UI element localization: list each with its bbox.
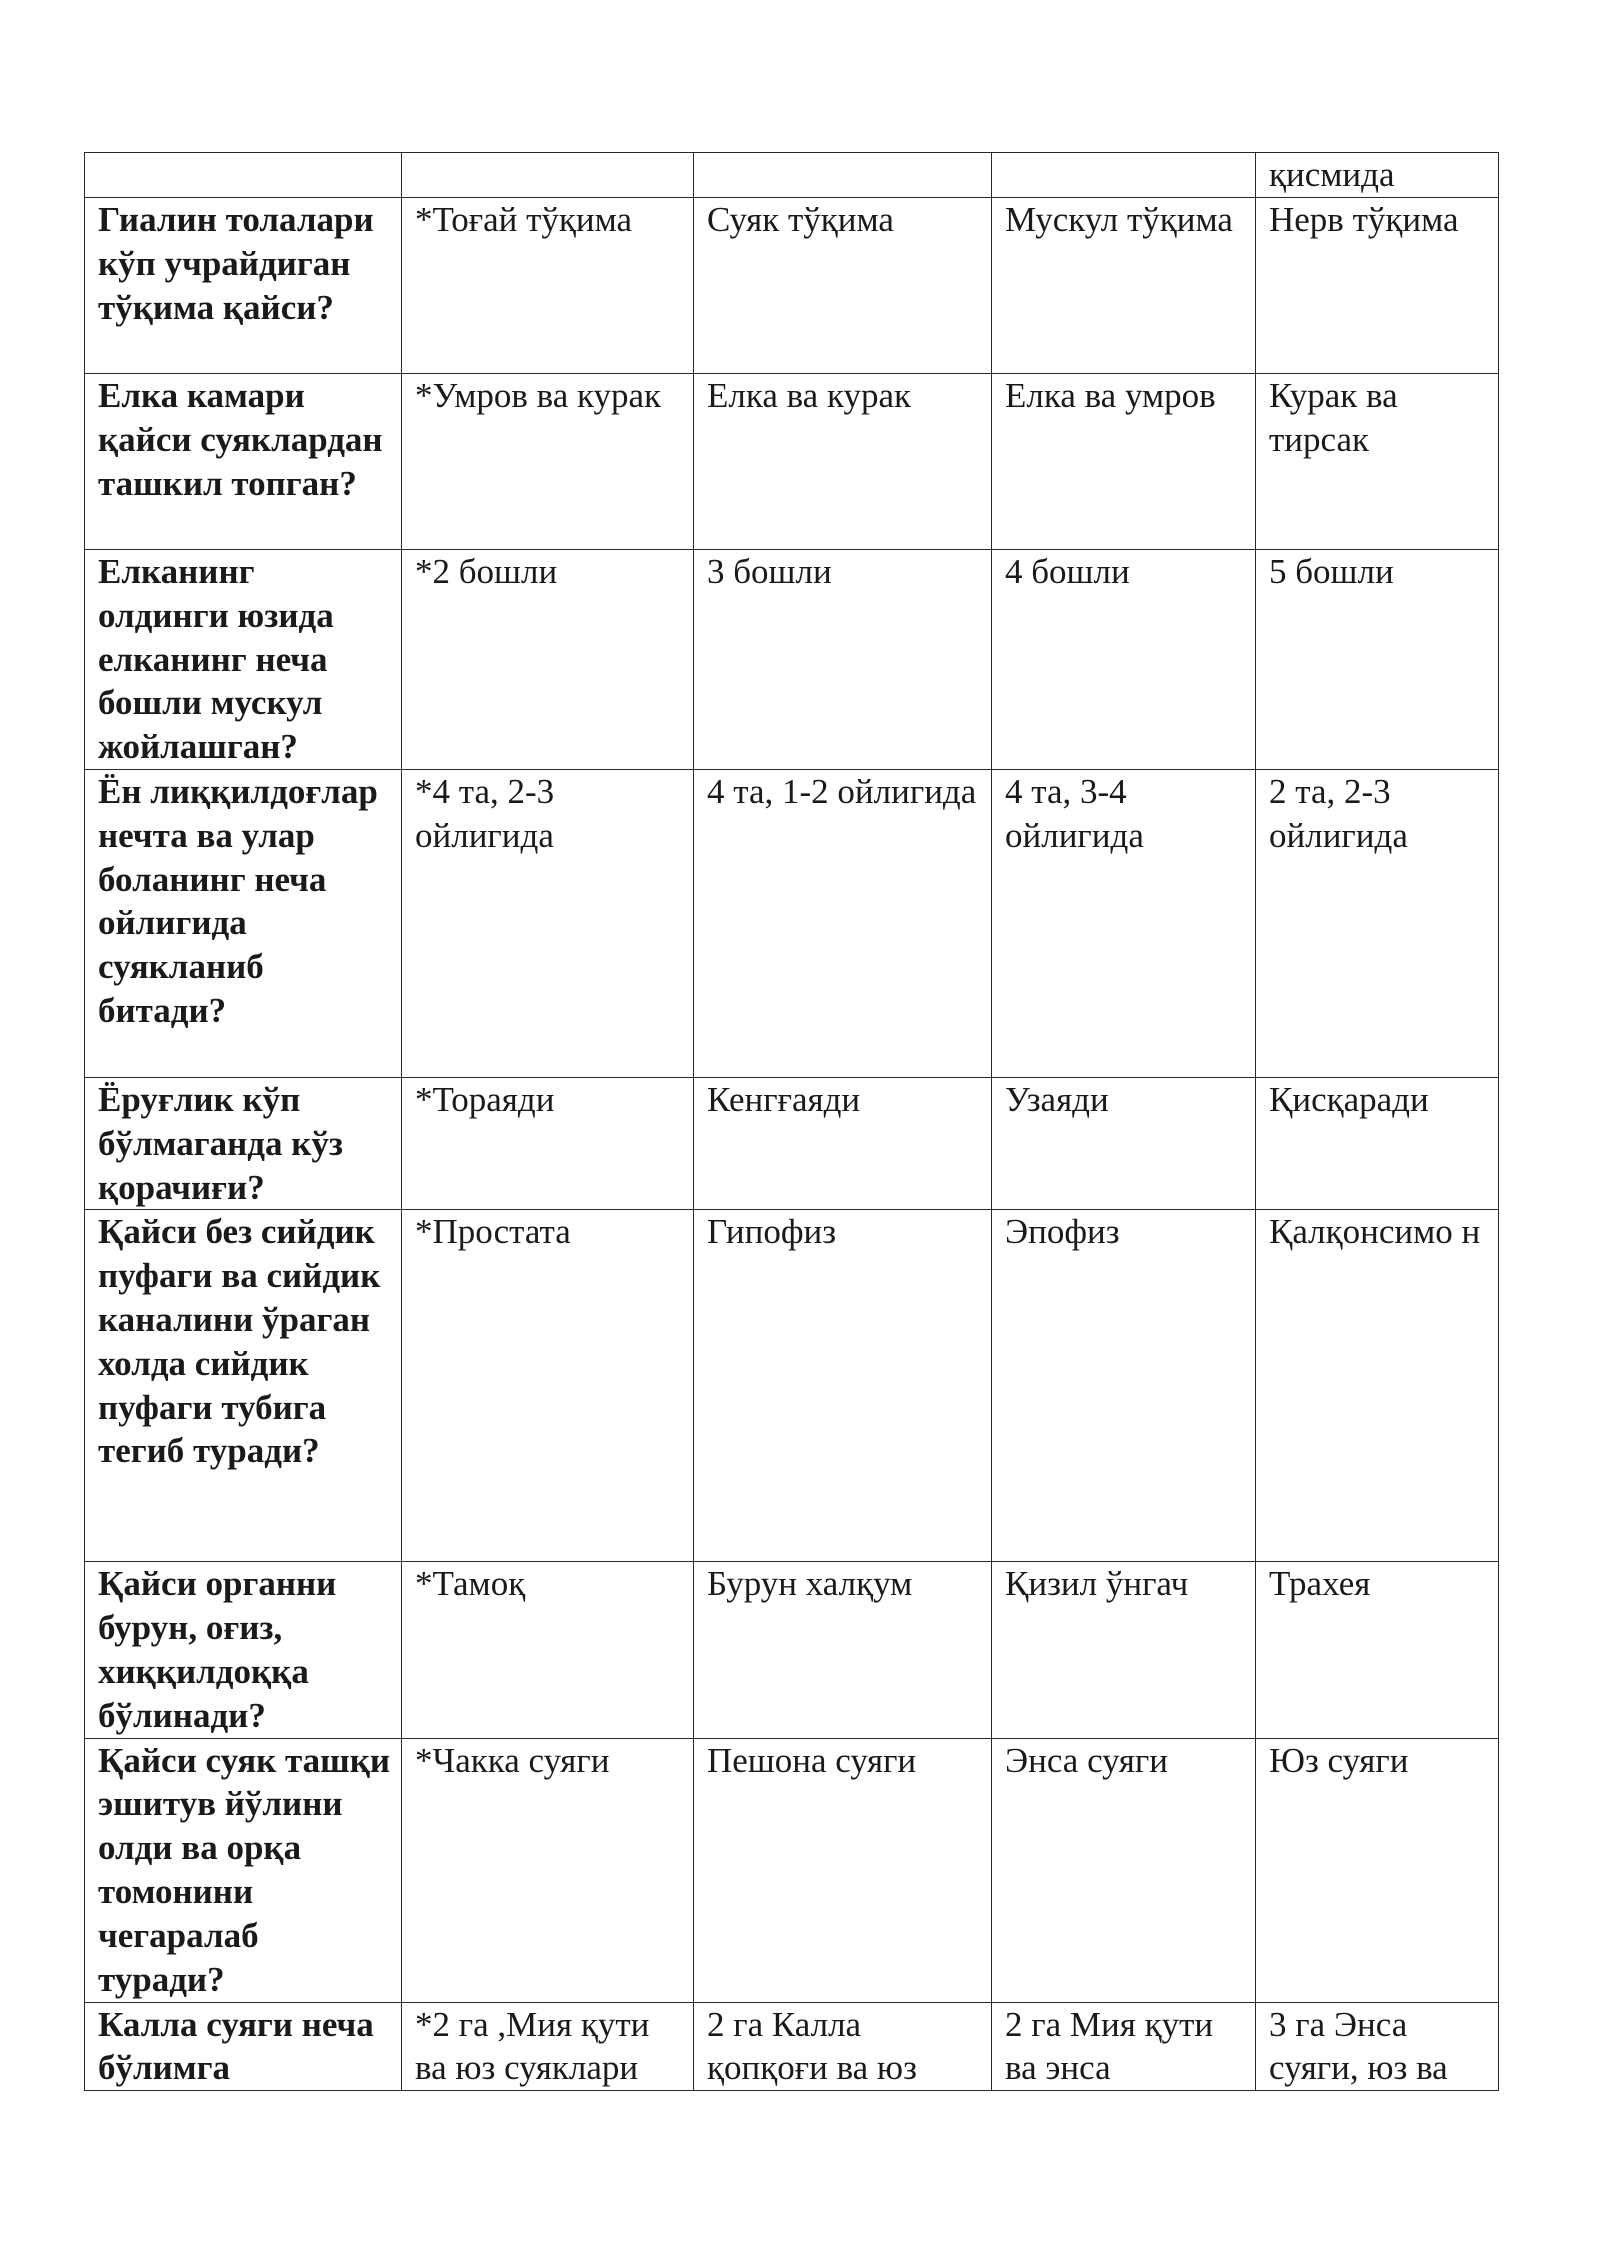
table-row — [85, 2002, 1499, 2091]
option-cell-correct: *Тамоқ — [402, 1562, 694, 1738]
table-row — [85, 198, 1499, 374]
option-cell: Қалқонсимо н — [1256, 1210, 1499, 1562]
table-row — [85, 1738, 1499, 2002]
option-cell: Елка ва курак — [694, 374, 992, 550]
option-cell: 5 бошли — [1256, 550, 1499, 770]
option-cell-correct: *Умров ва курак — [402, 374, 694, 550]
option-cell: 3 га Энса суяги, юз ва — [1256, 2002, 1499, 2091]
table-row — [85, 153, 1499, 198]
option-cell: Мускул тўқима — [992, 198, 1256, 374]
question-cell: Елканинг олдинги юзида елканинг неча бошли мускул жойлашган? — [85, 550, 402, 770]
option-cell-correct — [402, 153, 694, 198]
question-cell: Қайси суяк ташқи эшитув йўлини олди ва орқа томонини чегаралаб туради? — [85, 1738, 402, 2002]
option-cell-correct: *2 бошли — [402, 550, 694, 770]
questions-table — [84, 152, 1499, 2091]
option-cell: Юз суяги — [1256, 1738, 1499, 2002]
table-row — [85, 770, 1499, 1078]
option-cell: Елка ва умров — [992, 374, 1256, 550]
option-cell: Бурун халқум — [694, 1562, 992, 1738]
option-cell — [694, 153, 992, 198]
option-cell: Пешона суяги — [694, 1738, 992, 2002]
option-cell: 4 та, 3-4 ойлигида — [992, 770, 1256, 1078]
option-cell: 3 бошли — [694, 550, 992, 770]
option-cell-correct: *Тоғай тўқима — [402, 198, 694, 374]
table-row — [85, 1078, 1499, 1210]
question-cell: Қайси органни бурун, оғиз, хиққилдоққа бўлинади? — [85, 1562, 402, 1738]
option-cell-correct: *Тораяди — [402, 1078, 694, 1210]
option-cell-correct: *4 та, 2-3 ойлигида — [402, 770, 694, 1078]
option-cell: Курак ва тирсак — [1256, 374, 1499, 550]
table-row — [85, 374, 1499, 550]
question-cell: Елка камари қайси суяклардан ташкил топган? — [85, 374, 402, 550]
option-cell: Узаяди — [992, 1078, 1256, 1210]
question-cell: Гиалин толалари кўп учрайдиган тўқима қайси? — [85, 198, 402, 374]
table-row — [85, 550, 1499, 770]
table-row — [85, 1562, 1499, 1738]
option-cell: 2 га Мия қути ва энса — [992, 2002, 1256, 2091]
option-cell: Кенгғаяди — [694, 1078, 992, 1210]
option-cell: 4 та, 1-2 ойлигида — [694, 770, 992, 1078]
option-cell: Қизил ўнгач — [992, 1562, 1256, 1738]
table-row — [85, 1210, 1499, 1562]
option-cell: Энса суяги — [992, 1738, 1256, 2002]
option-cell-correct: *2 га ,Мия қути ва юз суяклари — [402, 2002, 694, 2091]
option-cell: Қисқаради — [1256, 1078, 1499, 1210]
option-cell: Эпофиз — [992, 1210, 1256, 1562]
option-cell: 2 та, 2-3 ойлигида — [1256, 770, 1499, 1078]
question-cell: Қайси без сийдик пуфаги ва сийдик каналини ўраган холда сийдик пуфаги тубига тегиб туради? — [85, 1210, 402, 1562]
question-cell: Ён лиққилдоғлар нечта ва улар боланинг неча ойлигида суякланиб битади? — [85, 770, 402, 1078]
option-cell: Нерв тўқима — [1256, 198, 1499, 374]
option-cell: Трахея — [1256, 1562, 1499, 1738]
option-cell-correct: *Простата — [402, 1210, 694, 1562]
question-cell: Ёруғлик кўп бўлмаганда кўз қорачиғи? — [85, 1078, 402, 1210]
option-cell-correct: *Чакка суяги — [402, 1738, 694, 2002]
option-cell: 4 бошли — [992, 550, 1256, 770]
question-cell — [85, 153, 402, 198]
option-cell: Суяк тўқима — [694, 198, 992, 374]
option-cell: қисмида — [1256, 153, 1499, 198]
option-cell: Гипофиз — [694, 1210, 992, 1562]
question-cell: Калла суяги неча бўлимга — [85, 2002, 402, 2091]
option-cell — [992, 153, 1256, 198]
option-cell: 2 га Калла қопқоғи ва юз — [694, 2002, 992, 2091]
